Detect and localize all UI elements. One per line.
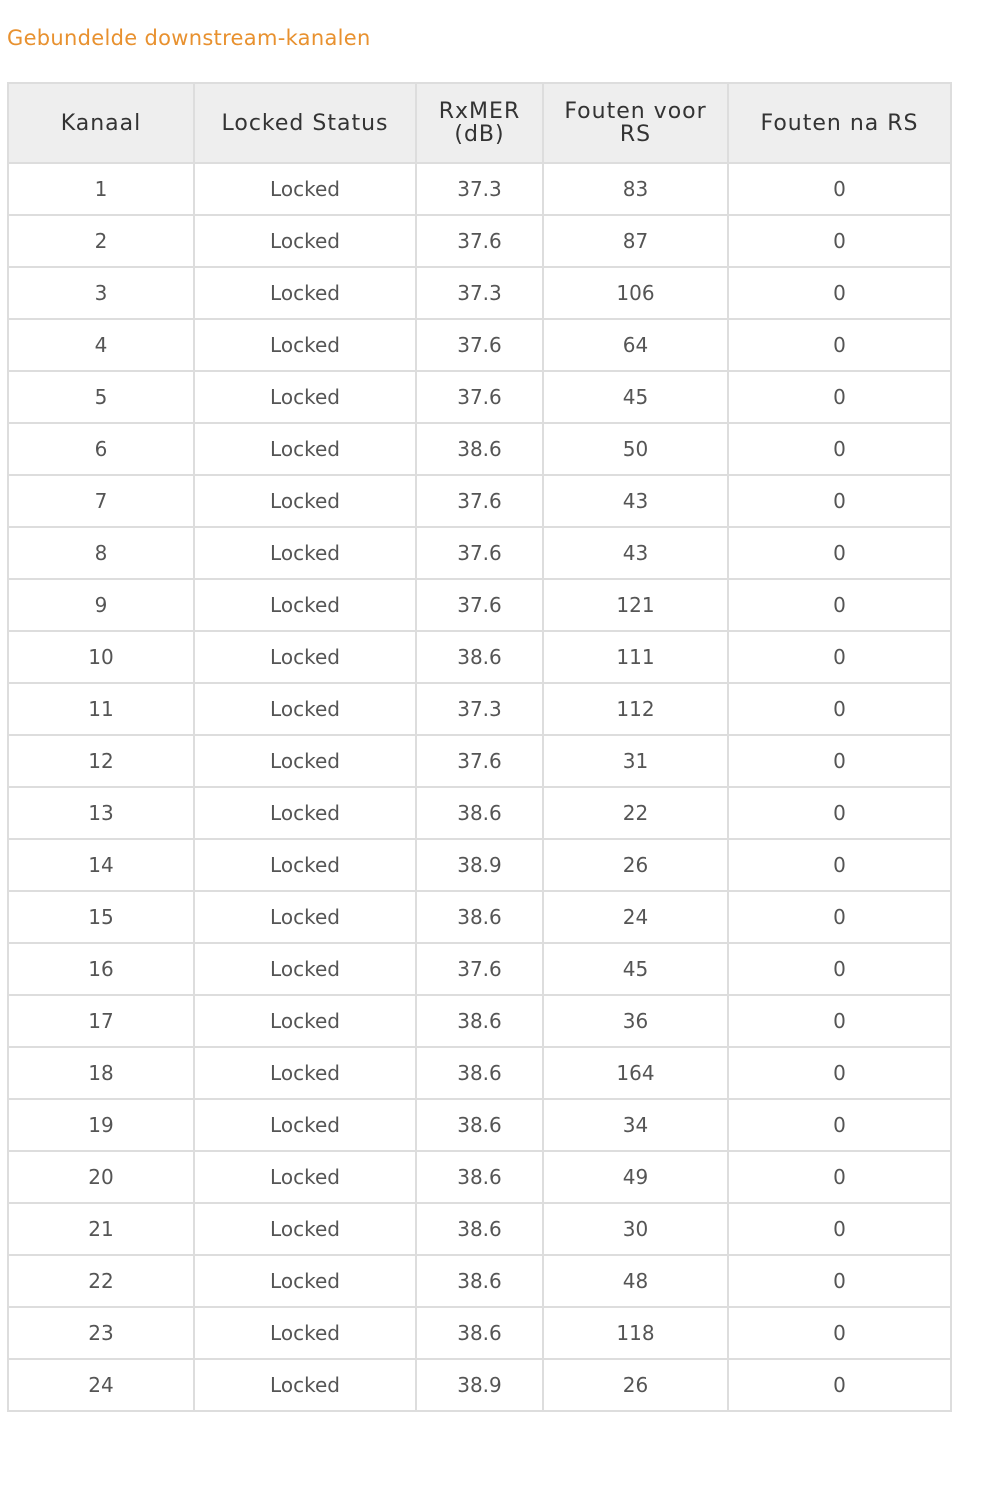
cell-rxmer: 38.6 <box>416 423 543 475</box>
table-row <box>8 371 951 423</box>
cell-errors-before-rs: 43 <box>543 527 728 579</box>
cell-rxmer: 37.6 <box>416 527 543 579</box>
cell-errors-before-rs: 112 <box>543 683 728 735</box>
table-row <box>8 215 951 267</box>
cell-locked-status: Locked <box>194 891 416 943</box>
table-row <box>8 735 951 787</box>
cell-errors-before-rs: 111 <box>543 631 728 683</box>
cell-errors-before-rs: 24 <box>543 891 728 943</box>
cell-errors-before-rs: 45 <box>543 943 728 995</box>
cell-errors-after-rs: 0 <box>728 527 951 579</box>
cell-channel: 7 <box>8 475 194 527</box>
cell-channel: 22 <box>8 1255 194 1307</box>
cell-rxmer: 38.6 <box>416 631 543 683</box>
cell-locked-status: Locked <box>194 1099 416 1151</box>
cell-channel: 10 <box>8 631 194 683</box>
cell-channel: 9 <box>8 579 194 631</box>
cell-locked-status: Locked <box>194 1255 416 1307</box>
cell-locked-status: Locked <box>194 631 416 683</box>
table-row <box>8 631 951 683</box>
cell-rxmer: 38.6 <box>416 1307 543 1359</box>
cell-rxmer: 38.6 <box>416 891 543 943</box>
cell-errors-before-rs: 48 <box>543 1255 728 1307</box>
cell-channel: 3 <box>8 267 194 319</box>
cell-errors-after-rs: 0 <box>728 1307 951 1359</box>
cell-channel: 4 <box>8 319 194 371</box>
table-row <box>8 891 951 943</box>
cell-locked-status: Locked <box>194 1203 416 1255</box>
cell-errors-before-rs: 164 <box>543 1047 728 1099</box>
cell-errors-after-rs: 0 <box>728 839 951 891</box>
cell-channel: 18 <box>8 1047 194 1099</box>
cell-errors-before-rs: 64 <box>543 319 728 371</box>
cell-errors-after-rs: 0 <box>728 163 951 215</box>
cell-rxmer: 38.6 <box>416 1099 543 1151</box>
cell-errors-after-rs: 0 <box>728 267 951 319</box>
cell-rxmer: 37.6 <box>416 319 543 371</box>
cell-errors-before-rs: 31 <box>543 735 728 787</box>
cell-errors-after-rs: 0 <box>728 371 951 423</box>
table-row <box>8 475 951 527</box>
cell-locked-status: Locked <box>194 1047 416 1099</box>
table-row <box>8 579 951 631</box>
cell-errors-after-rs: 0 <box>728 1099 951 1151</box>
header-row <box>8 83 951 163</box>
table-body <box>8 163 951 1411</box>
table-row <box>8 1307 951 1359</box>
cell-rxmer: 38.9 <box>416 839 543 891</box>
cell-errors-after-rs: 0 <box>728 891 951 943</box>
cell-locked-status: Locked <box>194 527 416 579</box>
cell-errors-after-rs: 0 <box>728 215 951 267</box>
cell-errors-before-rs: 45 <box>543 371 728 423</box>
cell-rxmer: 38.6 <box>416 1151 543 1203</box>
cell-errors-after-rs: 0 <box>728 943 951 995</box>
cell-channel: 6 <box>8 423 194 475</box>
table-row <box>8 995 951 1047</box>
cell-channel: 21 <box>8 1203 194 1255</box>
table-row <box>8 1151 951 1203</box>
cell-locked-status: Locked <box>194 1307 416 1359</box>
cell-channel: 5 <box>8 371 194 423</box>
cell-errors-before-rs: 49 <box>543 1151 728 1203</box>
cell-rxmer: 38.6 <box>416 995 543 1047</box>
cell-errors-before-rs: 26 <box>543 1359 728 1411</box>
cell-rxmer: 38.6 <box>416 1047 543 1099</box>
cell-locked-status: Locked <box>194 319 416 371</box>
cell-errors-after-rs: 0 <box>728 787 951 839</box>
table-row <box>8 527 951 579</box>
cell-rxmer: 37.6 <box>416 735 543 787</box>
table-row <box>8 1047 951 1099</box>
header-errors-before-rs: Fouten voor RS <box>543 83 728 163</box>
cell-errors-before-rs: 50 <box>543 423 728 475</box>
cell-locked-status: Locked <box>194 423 416 475</box>
cell-channel: 17 <box>8 995 194 1047</box>
cell-channel: 14 <box>8 839 194 891</box>
cell-locked-status: Locked <box>194 735 416 787</box>
table-row <box>8 1359 951 1411</box>
cell-locked-status: Locked <box>194 579 416 631</box>
table-row <box>8 1099 951 1151</box>
cell-errors-before-rs: 106 <box>543 267 728 319</box>
cell-locked-status: Locked <box>194 475 416 527</box>
header-rxmer: RxMER (dB) <box>416 83 543 163</box>
cell-errors-after-rs: 0 <box>728 995 951 1047</box>
cell-channel: 15 <box>8 891 194 943</box>
cell-locked-status: Locked <box>194 839 416 891</box>
cell-errors-before-rs: 34 <box>543 1099 728 1151</box>
cell-errors-after-rs: 0 <box>728 735 951 787</box>
cell-errors-after-rs: 0 <box>728 319 951 371</box>
cell-channel: 20 <box>8 1151 194 1203</box>
cell-rxmer: 37.3 <box>416 267 543 319</box>
cell-channel: 13 <box>8 787 194 839</box>
cell-locked-status: Locked <box>194 215 416 267</box>
downstream-channels-table <box>7 82 952 1412</box>
table-row <box>8 319 951 371</box>
cell-rxmer: 38.6 <box>416 1203 543 1255</box>
cell-locked-status: Locked <box>194 267 416 319</box>
cell-rxmer: 38.6 <box>416 1255 543 1307</box>
cell-errors-after-rs: 0 <box>728 683 951 735</box>
table-row <box>8 943 951 995</box>
cell-rxmer: 38.9 <box>416 1359 543 1411</box>
table-header <box>8 83 951 163</box>
cell-channel: 2 <box>8 215 194 267</box>
cell-errors-after-rs: 0 <box>728 1047 951 1099</box>
cell-errors-before-rs: 118 <box>543 1307 728 1359</box>
cell-rxmer: 37.6 <box>416 475 543 527</box>
header-locked-status: Locked Status <box>194 83 416 163</box>
table-row <box>8 839 951 891</box>
cell-rxmer: 37.6 <box>416 215 543 267</box>
cell-errors-after-rs: 0 <box>728 631 951 683</box>
header-channel: Kanaal <box>8 83 194 163</box>
cell-errors-after-rs: 0 <box>728 423 951 475</box>
table-row <box>8 1203 951 1255</box>
cell-locked-status: Locked <box>194 371 416 423</box>
cell-rxmer: 37.6 <box>416 943 543 995</box>
table-row <box>8 423 951 475</box>
cell-channel: 23 <box>8 1307 194 1359</box>
cell-errors-before-rs: 83 <box>543 163 728 215</box>
cell-errors-before-rs: 121 <box>543 579 728 631</box>
cell-errors-after-rs: 0 <box>728 1255 951 1307</box>
cell-errors-after-rs: 0 <box>728 475 951 527</box>
cell-errors-after-rs: 0 <box>728 1203 951 1255</box>
cell-rxmer: 37.3 <box>416 163 543 215</box>
cell-errors-before-rs: 26 <box>543 839 728 891</box>
cell-channel: 16 <box>8 943 194 995</box>
cell-locked-status: Locked <box>194 683 416 735</box>
cell-locked-status: Locked <box>194 163 416 215</box>
cell-errors-before-rs: 30 <box>543 1203 728 1255</box>
cell-locked-status: Locked <box>194 787 416 839</box>
section-title: Gebundelde downstream-kanalen <box>7 26 371 50</box>
cell-rxmer: 37.6 <box>416 579 543 631</box>
cell-errors-after-rs: 0 <box>728 1151 951 1203</box>
cell-rxmer: 37.6 <box>416 371 543 423</box>
cell-channel: 12 <box>8 735 194 787</box>
cell-errors-after-rs: 0 <box>728 579 951 631</box>
cell-errors-before-rs: 22 <box>543 787 728 839</box>
cell-locked-status: Locked <box>194 1359 416 1411</box>
cell-channel: 1 <box>8 163 194 215</box>
cell-channel: 24 <box>8 1359 194 1411</box>
cell-locked-status: Locked <box>194 1151 416 1203</box>
table-row <box>8 1255 951 1307</box>
cell-errors-before-rs: 43 <box>543 475 728 527</box>
table-row <box>8 787 951 839</box>
header-errors-after-rs: Fouten na RS <box>728 83 951 163</box>
table-row <box>8 163 951 215</box>
table-row <box>8 267 951 319</box>
cell-errors-after-rs: 0 <box>728 1359 951 1411</box>
cell-channel: 19 <box>8 1099 194 1151</box>
cell-locked-status: Locked <box>194 943 416 995</box>
cell-errors-before-rs: 87 <box>543 215 728 267</box>
cell-locked-status: Locked <box>194 995 416 1047</box>
cell-rxmer: 37.3 <box>416 683 543 735</box>
table-row <box>8 683 951 735</box>
cell-channel: 8 <box>8 527 194 579</box>
cell-rxmer: 38.6 <box>416 787 543 839</box>
cell-errors-before-rs: 36 <box>543 995 728 1047</box>
cell-channel: 11 <box>8 683 194 735</box>
